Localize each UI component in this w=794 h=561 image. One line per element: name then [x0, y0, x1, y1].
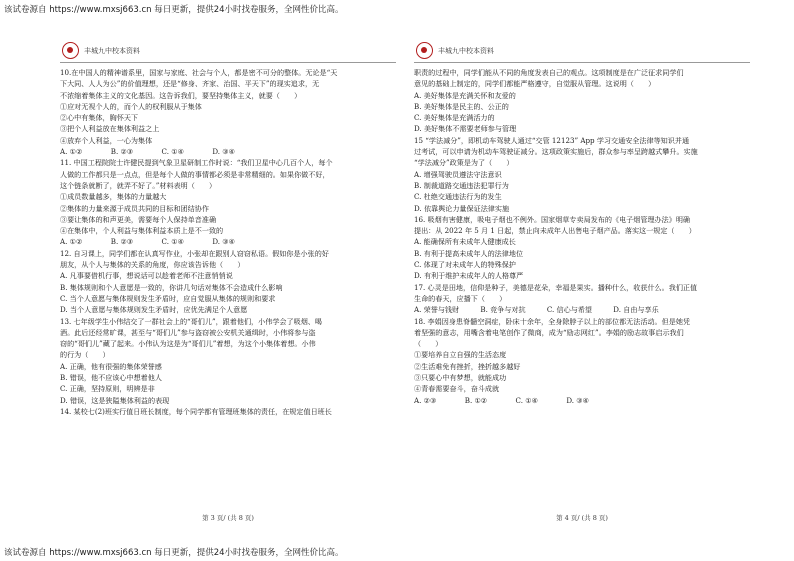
page-header	[414, 40, 750, 63]
text-line: 11. 中国工程院院士许健民提到气象卫星研制工作时说：“我们卫星中心几百个人，每个	[60, 158, 333, 168]
text-line: ①要培养自立自强的生活态度	[414, 350, 507, 360]
text-line: ①应对无视个人的，而个人的权利服从于集体	[60, 101, 202, 111]
text-line: 这个链条就断了，就弄不好了。”材料表明（ ）	[60, 180, 217, 190]
text-line: 17. 心灵是田地，信仰是种子，美德是花朵，幸福是果实。播种什么，收获什么。我们正值	[414, 282, 698, 292]
text-line: C. 体现了对未成年人的特殊保护	[414, 260, 516, 270]
text-line: D. 错误，这是狭隘集体利益的表现	[60, 395, 170, 405]
text-line: A. 凡事要借机行事，想说话可以趁着老师不注意悄悄说	[60, 271, 233, 281]
page-3	[60, 40, 396, 528]
text-line: 过考试，可以申请为机动车驾驶证减分。这项政策实施后，群众参与率呈跨越式攀升。实施	[414, 147, 698, 157]
text-line: 朋友，从个人与集体的关系的角度，你应该告诉他（ ）	[60, 260, 245, 270]
text-line: ④青春需要奋斗，奋斗成就	[414, 384, 500, 394]
text-line: 提出：从 2022 年 5 月 1 日起，禁止向未成年人出售电子烟产品。落实这一规定（ ）	[414, 226, 696, 236]
text-line: A. 荣誉与钱财 B. 竞争与对抗 C. 信心与希望 D. 自由与享乐	[414, 305, 659, 315]
text-line: A. 正确，他有很强的集体荣誉感	[60, 361, 162, 371]
page-4	[414, 40, 750, 528]
source-banner-bottom: 该试卷源自 https://www.mxsj663.cn 每日更新，提供24小时找卷服务，全网性价比高。	[4, 548, 344, 558]
text-line: 窃的“哥们儿”藏了起来。小伟认为这是为“哥们儿”着想，为这个小集体着想。小伟	[60, 339, 316, 349]
text-line: 16. 吸烟有害健康，吸电子烟也不例外。国家烟草专卖局发布的《电子烟管理办法》明确	[414, 214, 691, 224]
text-line: D. 依靠舆论力量保证法律实施	[414, 203, 510, 213]
text-line: ①成员数量越多，集体的力量越大	[60, 192, 167, 202]
text-line: A. 美好集体是充满关怀和友爱的	[414, 90, 516, 100]
text-line: ②心中有集体，胸怀天下	[60, 113, 139, 123]
text-line: C. 美好集体是充满活力的	[414, 113, 495, 123]
text-line: 意见的基础上制定的，同学们都能严格遵守，自觉服从管理。这说明（ ）	[414, 79, 656, 89]
text-line: “学法减分”政策是为了（ ）	[414, 158, 514, 168]
page-footer: 第 3 页/ (共 8 页)	[202, 514, 254, 522]
text-line: ③只要心中有梦想，就能成功	[414, 373, 507, 383]
text-line: C. 当个人意愿与集体规则发生矛盾时，应自觉服从集体的规则和要求	[60, 293, 276, 303]
text-line: 12. 自习课上，同学们都在认真写作业，小张却在跟别人窃窃私语。假如你是小张的好	[60, 248, 329, 258]
text-line: ②生活难免有挫折，挫折越多越好	[414, 361, 521, 371]
text-line: B. 制裁道路交通违法犯罪行为	[414, 180, 509, 190]
page-body	[60, 63, 396, 417]
text-line: 13. 七年级学生小伟结交了一群社会上的“哥们儿”，跟着他们，小伟学会了吸烟、喝	[60, 316, 322, 326]
source-banner-top: 该试卷源自 https://www.mxsj663.cn 每日更新，提供24小时找卷服务，全网性价比高。	[4, 5, 344, 15]
text-line: ③要让集体的和声更美，需要每个人保持单音准确	[60, 214, 217, 224]
page-body	[414, 63, 750, 406]
text-line: B. 美好集体是民主的、公正的	[414, 101, 509, 111]
text-line: C. 正确，坚持原则，明辨是非	[60, 384, 155, 394]
text-line: 职责的过程中，同学们能从不同的角度发表自己的观点。这项制度是在广泛征求同学们	[414, 68, 684, 77]
text-line: ④放弃个人利益，一心为集体	[60, 135, 153, 145]
text-line: A. ①② B. ②③ C. ①④ D. ③④	[60, 237, 235, 247]
text-line: A. 能确保所有未成年人健康成长	[414, 237, 516, 247]
text-line: D. 当个人意愿与集体规则发生矛盾时，应优先满足个人意愿	[60, 305, 248, 315]
text-line: D. 有利于维护未成年人的人格尊严	[414, 271, 524, 281]
text-line: 着坚强的意志，用嘴含着电笔创作了微商，成为“励志网红”。李娟的励志故事启示我们	[414, 327, 684, 337]
school-logo-icon	[416, 42, 433, 59]
text-line: 的行为（ ）	[60, 350, 110, 360]
text-line: A. ②③ B. ①② C. ①④ D. ③④	[414, 395, 589, 405]
text-line: 10.在中国人的精神谱系里，国家与家庭、社会与个人，都是密不可分的整体。无论是“天	[60, 68, 338, 77]
text-line: 生命的春天，应播下（ ）	[414, 293, 507, 303]
text-line: D. 美好集体不需要老师参与管理	[414, 124, 517, 134]
text-line: B. 集体规则和个人意愿是一致的，你讲几句话对集体不会造成什么影响	[60, 282, 283, 292]
text-line: B. 有利于提高未成年人的法律地位	[414, 248, 524, 258]
text-line: 下大同、人人为公”的价值理想，还是“修身、齐家、治国、平天下”的现实追求，无	[60, 79, 320, 89]
text-line: ③把个人利益放在集体利益之上	[60, 124, 160, 134]
page-header-title: 丰城九中校本资料	[84, 47, 140, 55]
text-line: B. 错误，他不应该心中想着他人	[60, 373, 162, 383]
text-line: 不浓缩着集体主义的文化基因。这告诉我们，要坚持集体主义，就要（ ）	[60, 90, 302, 100]
text-line: 14. 某校七(2)班实行值日班长制度，每个同学都有管理班集体的责任，在规定值日班长	[60, 406, 332, 416]
text-line: 18. 李娟因身患脊髓空洞症，卧床十余年，全身除脖子以上的部位都无法活动。但是她凭	[414, 316, 691, 326]
school-logo-icon	[62, 42, 79, 59]
text-line: C. 杜绝交通违法行为的发生	[414, 192, 502, 202]
page-header	[60, 40, 396, 63]
text-line: A. 增强驾驶员遵法守法意识	[414, 169, 502, 179]
text-line: 15 “学法减分”，即机动车驾驶人通过“交管 12123” App 学习交通安全法律等知识并通	[414, 135, 690, 145]
text-line: （ ）	[414, 339, 443, 349]
text-line: A. ①② B. ②③ C. ①④ D. ③④	[60, 147, 235, 157]
text-line: 酒。此后还经常旷课，甚至与“哥们儿”参与盗窃被公安机关通缉时，小伟将参与盗	[60, 327, 316, 337]
page-footer: 第 4 页/ (共 8 页)	[556, 514, 608, 522]
text-line: 人做的工作都只是一点点，但是每个人做的事情都必须是非常精细的。如果你做不好，	[60, 169, 330, 179]
text-line: ②集体的力量来源于成员共同的目标和团结协作	[60, 203, 209, 213]
text-line: ④在集体中，个人利益与集体利益本质上是不一致的	[60, 226, 224, 236]
page-header-title: 丰城九中校本资料	[438, 47, 494, 55]
